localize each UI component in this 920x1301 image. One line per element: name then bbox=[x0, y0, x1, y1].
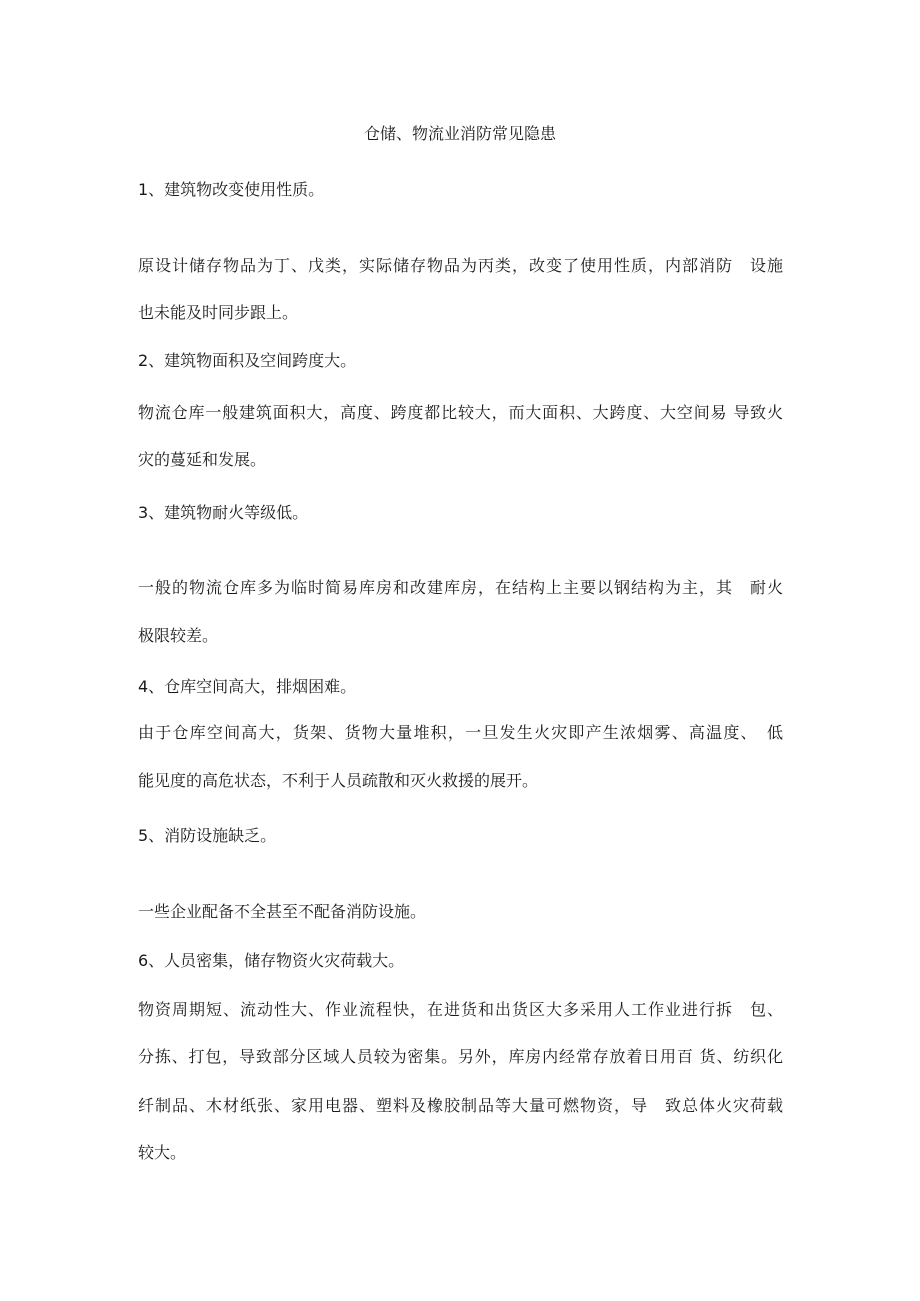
section-6-line-1: 物资周期短、流动性大、作业流程快，在进货和出货区大多采用人工作业进行拆 包、 bbox=[138, 1000, 783, 1019]
section-4-line-1: 由于仓库空间高大，货架、货物大量堆积，一旦发生火灾即产生浓烟雾、高温度、 低 bbox=[138, 723, 783, 742]
section-6-line-4: 较大。 bbox=[138, 1143, 187, 1162]
section-5-heading: 5、消防设施缺乏。 bbox=[138, 826, 277, 845]
section-5-line-1: 一些企业配备不全甚至不配备消防设施。 bbox=[138, 902, 427, 921]
section-2-heading: 2、建筑物面积及空间跨度大。 bbox=[138, 351, 357, 370]
section-4-heading: 4、仓库空间高大，排烟困难。 bbox=[138, 677, 357, 696]
document-title: 仓储、物流业消防常见隐患 bbox=[363, 124, 556, 143]
section-2-line-1: 物流仓库一般建筑面积大，高度、跨度都比较大，而大面积、大跨度、大空间易 导致火 bbox=[138, 403, 783, 422]
section-1-heading: 1、建筑物改变使用性质。 bbox=[138, 180, 325, 199]
section-2-line-2: 灾的蔓延和发展。 bbox=[138, 450, 267, 469]
section-3-line-2: 极限较差。 bbox=[138, 626, 219, 645]
section-1-line-1: 原设计储存物品为丁、戊类，实际储存物品为丙类，改变了使用性质，内部消防 设施 bbox=[138, 256, 783, 275]
section-3-heading: 3、建筑物耐火等级低。 bbox=[138, 503, 309, 522]
section-3-line-1: 一般的物流仓库多为临时简易库房和改建库房，在结构上主要以钢结构为主，其 耐火 bbox=[138, 578, 783, 597]
section-4-line-2: 能见度的高危状态，不利于人员疏散和灭火救援的展开。 bbox=[138, 771, 539, 790]
section-1-line-2: 也未能及时同步跟上。 bbox=[138, 303, 299, 322]
section-6-heading: 6、人员密集，储存物资火灾荷载大。 bbox=[138, 951, 405, 970]
section-6-line-2: 分拣、打包，导致部分区域人员较为密集。另外，库房内经常存放着日用百 货、纺织化 bbox=[138, 1047, 783, 1066]
section-6-line-3: 纤制品、木材纸张、家用电器、塑料及橡胶制品等大量可燃物资，导 致总体火灾荷载 bbox=[138, 1096, 783, 1115]
